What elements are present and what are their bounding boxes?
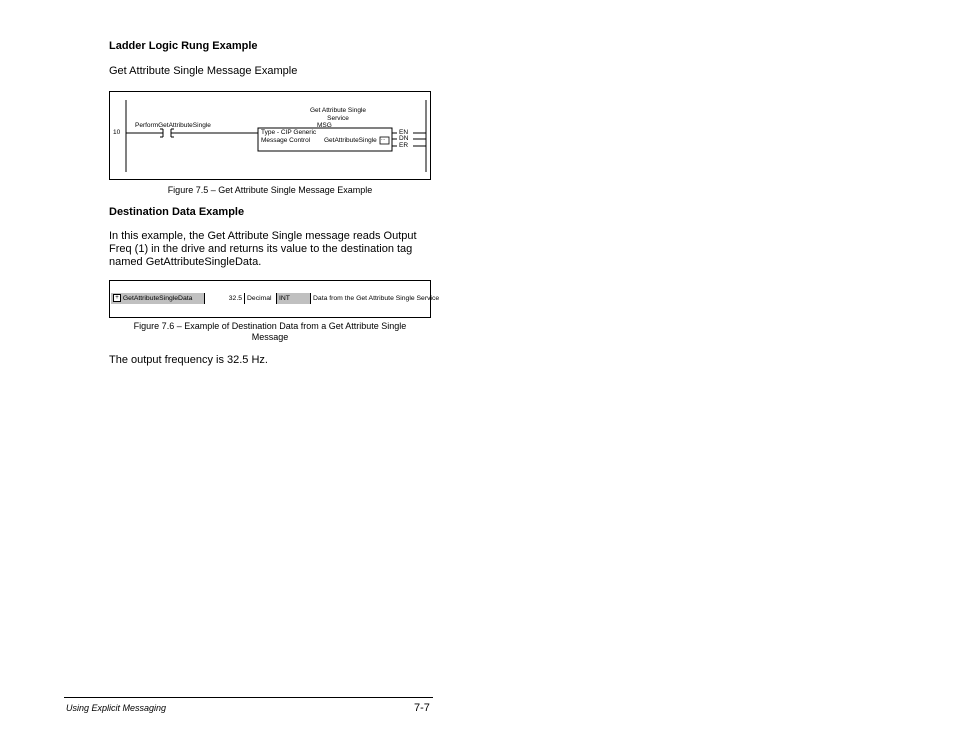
instr-control-value: GetAttributeSingle: [324, 137, 377, 144]
footer-section-title: Using Explicit Messaging: [66, 703, 167, 713]
tag-value-cell[interactable]: 32.5: [204, 293, 244, 304]
output-frequency-text: The output frequency is 32.5 Hz.: [109, 354, 268, 366]
tag-table: [109, 280, 440, 318]
footer-rule: [64, 697, 433, 698]
figure-7-6-caption-line1: Figure 7.6 – Example of Destination Data from a Get Attribute Single: [133, 321, 407, 331]
instr-type: Type - CIP Generic: [261, 129, 317, 136]
figure-7-5-caption: Figure 7.5 – Get Attribute Single Message Example: [167, 185, 373, 195]
destination-paragraph: [109, 230, 439, 269]
tag-name-cell[interactable]: [111, 293, 204, 304]
rung-number: 10: [113, 129, 121, 136]
instr-title-line2: Service: [327, 115, 349, 122]
instr-name: MSG: [317, 122, 332, 129]
output-dn: DN: [399, 135, 409, 142]
figure-7-6-caption-line2: Message: [251, 332, 289, 342]
tag-style-cell[interactable]: Decimal: [244, 293, 276, 304]
tag-description-cell[interactable]: Data from the Get Attribute Single Service: [310, 293, 429, 304]
subheading-example: Get Attribute Single Message Example: [109, 65, 298, 77]
instr-control-label: Message Control: [261, 137, 311, 144]
expand-icon[interactable]: +: [113, 294, 121, 302]
section-heading-destination: Destination Data Example: [109, 206, 245, 218]
paragraph-line-2: Freq (1) in the drive and returns its value to the destination tag: [109, 243, 413, 255]
figure-7-6-caption: [109, 321, 431, 343]
ladder-diagram: [109, 91, 431, 180]
msg-config-button[interactable]: ...: [381, 136, 386, 142]
instr-title-line1: Get Attribute Single: [309, 107, 366, 114]
table-row[interactable]: [111, 293, 440, 304]
paragraph-line-3: named GetAttributeSingleData.: [109, 256, 262, 268]
tag-name: GetAttributeSingleData: [122, 295, 193, 302]
tag-type-cell[interactable]: INT: [276, 293, 310, 304]
paragraph-line-1: In this example, the Get Attribute Single message reads Output: [109, 230, 417, 242]
contact-tag-label: PerformGetAttributeSingle: [135, 122, 211, 129]
output-en: EN: [399, 129, 409, 136]
section-heading-ladder: Ladder Logic Rung Example: [109, 40, 258, 52]
output-er: ER: [399, 142, 409, 149]
page-number: 7-7: [414, 702, 430, 714]
